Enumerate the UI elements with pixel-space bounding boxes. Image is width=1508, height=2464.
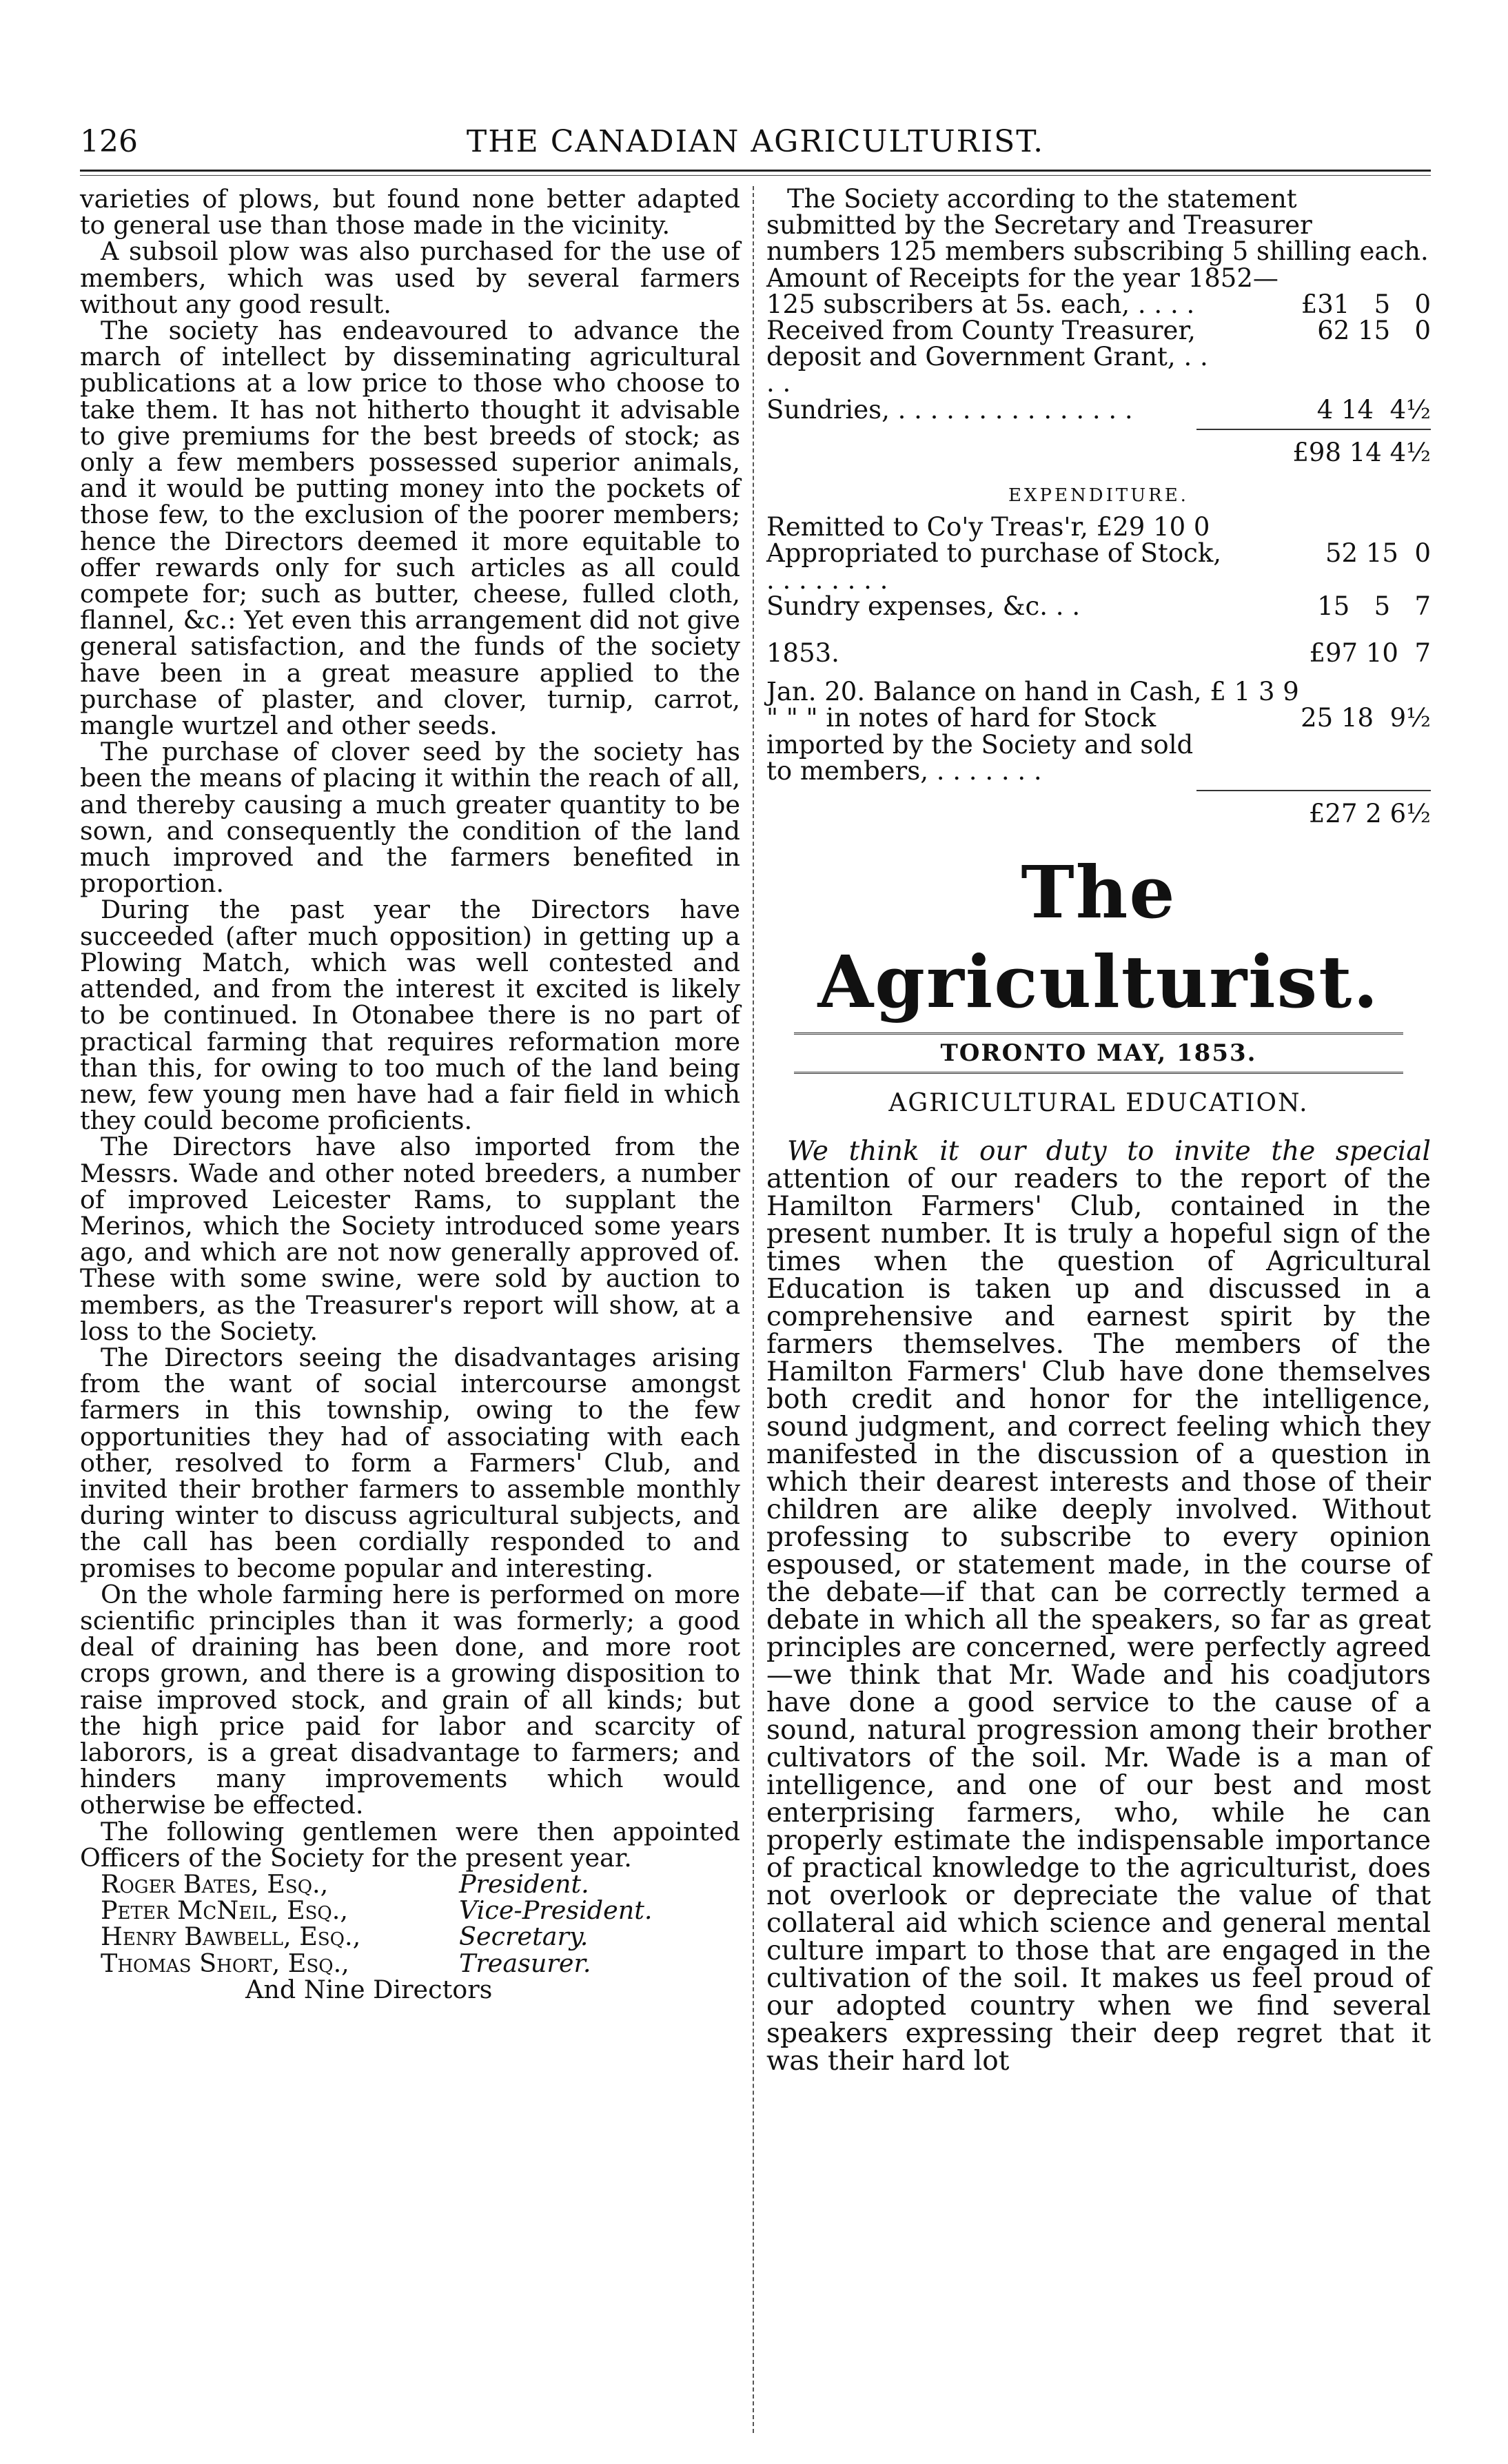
receipt-text: 125 subscribers at 5s. each, . . . .: [766, 289, 1195, 319]
expenditure-heading: EXPENDITURE.: [1008, 485, 1189, 507]
receipt-text: Sundries, . . . . . . . . . . . . . . .: [766, 394, 1133, 425]
paragraph: The Directors seeing the disadvantages arising from the want of social intercourse amongst farmers in this township, owing to the few opportunities they had of associating with each other, resolved to form a Farmers' Club, and invited their brother farmers to assemble monthly during winter to discuss agricultural subjects, and the call has been cordially responded to and promises to become popular and interesting.: [80, 1342, 740, 1583]
running-header: [80, 124, 1431, 165]
expenditure-line: [766, 514, 1431, 540]
expenditure-text: Appropriated to purchase of Stock, . . . . . . . .: [766, 538, 1222, 595]
receipt-line: [766, 394, 1431, 425]
left-column: [80, 186, 740, 2003]
article-text: attention of our readers to the report of the Hamilton Farmers' Club, contained in the present number. It is truly a hopeful sign of the times when the question of Agricultural Education is taken up and discussed in a comprehensive and earnest spirit by the farmers themselves. The members of the Hamilton Farmers' Club have done themselves both credit and honor for the intelligence, sound judgment, and correct feeling which they manifested in the discussion of a question in which their dearest interests and those of their children are alike deeply involved. Without professing to subscribe to every opinion espoused, or statement made, in the course of the debate—if that can be correctly termed a debate in which all the speakers, so far as great principles are concerned, were perfectly agreed —we think that Mr. Wade and his coadjutors have done a good service to the cause of a sound, natural progression among their brother cultivators of the soil. Mr. Wade is a man of intelligence, and one of our best and most enterprising farmers, who, while he can properly estimate the indispensable importance of practical knowledge to the agriculturist, does not overlook or depreciate the value of that collateral aid which science and general mental culture impart to those that are engaged in the cultivation of the soil. It makes us feel proud of our adopted country when we find several speakers expressing their deep regret that it was their hard lot: [766, 1163, 1431, 2077]
receipts-total: £98 14 4½: [1196, 429, 1431, 466]
paragraph: varieties of plows, but found none better adapted to general use than those made in the vicinity.: [80, 184, 740, 241]
expenditure-text: Remitted to Co'y Treas'r, £29 10 0: [766, 512, 1210, 542]
balance-text: " " " in notes of hard for Stock imported by the Society and sold to members, . . . . . . .: [766, 703, 1194, 786]
officer-row: [80, 1897, 740, 1924]
balance-line: [766, 679, 1431, 705]
officer-name: Thomas Short, Esq.,: [101, 1948, 349, 1978]
header-rule: [80, 170, 1431, 172]
header-rule-thin: [80, 175, 1431, 176]
paragraph: The society has endeavoured to advance the march of intellect by disseminating agricultural publications at a low price to those who choose to take them. It has not hitherto thought it advisable to give premiums for the best breeds of stock; as only a few members possessed superior animals, and it would be putting money into the pockets of those few, to the exclusion of the poorer members; hence the Directors deemed it more equitable to offer rewards only for such articles as all could compete for; such as butter, cheese, fulled cloth, flannel, &c.: Yet even this arrangement did not give general satisfaction, and the funds of the society have been in a great measure applied to the purchase of plaster, and clover, turnip, carrot, mangle wurtzel and other seeds.: [80, 316, 740, 741]
expenditure-amount: 15 5 7: [1317, 591, 1431, 621]
expenditure-total: £97 10 7: [1309, 638, 1431, 669]
dateline: TORONTO MAY, 1853.: [940, 1039, 1257, 1068]
right-column: [766, 186, 1431, 2075]
expenditure-total-line: [766, 638, 1431, 669]
article-lead: We think it our duty to invite the special: [787, 1135, 1431, 1167]
expenditure-amount: [1224, 514, 1431, 540]
paragraph: The following gentlemen were then appointed Officers of the Society for the present year.: [80, 1816, 740, 1873]
paragraph: A subsoil plow was also purchased for the use of members, which was used by several farmers without any good result.: [80, 236, 740, 319]
expenditure-amount: 52 15 0: [1325, 538, 1431, 569]
balance-text: Jan. 20. Balance on hand in Cash, £ 1 3 9: [766, 677, 1299, 707]
receipts-heading: Amount of Receipts for the year 1852—: [766, 263, 1278, 293]
expenditure-line: [766, 540, 1431, 593]
receipt-amount: 4 14 4½: [1316, 394, 1431, 425]
paragraph: The Directors have also imported from the Messrs. Wade and other noted breeders, a number of improved Leicester Rams, to supplant the Merinos, which the Society introduced some years ago, and which are not now generally approved of. These with some swine, were sold by auction to members, as the Treasurer's report will show, at a loss to the Society.: [80, 1132, 740, 1346]
paragraph: The purchase of clover seed by the society has been the means of placing it within the reach of all, and thereby causing a much greater quantity to be sown, and consequently the condition of the land much improved and the farmers benefited in proportion.: [80, 737, 740, 899]
officer-row: [80, 1948, 740, 1978]
officer-row: [80, 1871, 740, 1897]
publication-title: THE CANADIAN AGRICULTURIST.: [466, 124, 1045, 159]
balance-line: [766, 705, 1431, 784]
expenditure-text: Sundry expenses, &c. . .: [766, 591, 1081, 621]
paragraph: During the past year the Directors have succeeded (after much opposition) in getting up a Plowing Match, which was well contested and attended, and from the interest it excited is likely to be continued. In Otonabee there is no part of practical farming that requires reformation more than this, for owing to too much of the land being new, few young men have had a fair field in which they could become proficients.: [80, 895, 740, 1136]
officer-row: [80, 1924, 740, 1950]
officer-name: Henry Bawbell, Esq.,: [101, 1922, 361, 1952]
page-number: 126: [80, 124, 138, 159]
masthead-rule: [794, 1032, 1403, 1035]
officer-name: Peter McNeil, Esq.,: [101, 1895, 348, 1926]
receipt-line: [766, 289, 1431, 319]
accounts-intro: The Society according to the statement submitted by the Secretary and Treasurer numbers 125 members subscribing 5 shilling each.: [766, 184, 1429, 267]
directors-line: And Nine Directors: [245, 1974, 493, 2004]
receipt-amount: 62 15 0: [1317, 316, 1431, 346]
column-divider: [753, 186, 754, 2433]
dateline-rule: [794, 1072, 1403, 1074]
officers-list: [80, 1871, 740, 1977]
officer-role: Vice-President.: [459, 1895, 653, 1926]
expenditure-year: 1853.: [766, 638, 839, 669]
expenditure-line: [766, 593, 1431, 620]
article-body: [766, 1135, 1431, 2077]
balance-amount: 25 18 9½: [1301, 703, 1431, 733]
officer-name: Roger Bates, Esq.,: [101, 1869, 329, 1899]
officer-role: Secretary.: [459, 1922, 589, 1952]
officer-role: Treasurer.: [459, 1948, 591, 1978]
officer-role: President.: [459, 1869, 589, 1899]
masthead-title: The Agriculturist.: [817, 850, 1380, 1025]
receipt-text: Received from County Treasurer, deposit and Government Grant, . . . .: [766, 316, 1208, 398]
article-heading: AGRICULTURAL EDUCATION.: [888, 1089, 1309, 1118]
balance-total: £27 2 6½: [1196, 790, 1431, 827]
receipt-amount: £31 5 0: [1301, 289, 1431, 319]
paragraph: On the whole farming here is performed on more scientific principles than it was formerly; a good deal of draining has been done, and more root crops grown, and there is a growing disposition to raise improved stock, and grain of all kinds; but the high price paid for labor and scarcity of laborors, is a great disadvantage to farmers; and hinders many improvements which would otherwise be effected.: [80, 1579, 740, 1820]
receipt-line: [766, 318, 1431, 397]
